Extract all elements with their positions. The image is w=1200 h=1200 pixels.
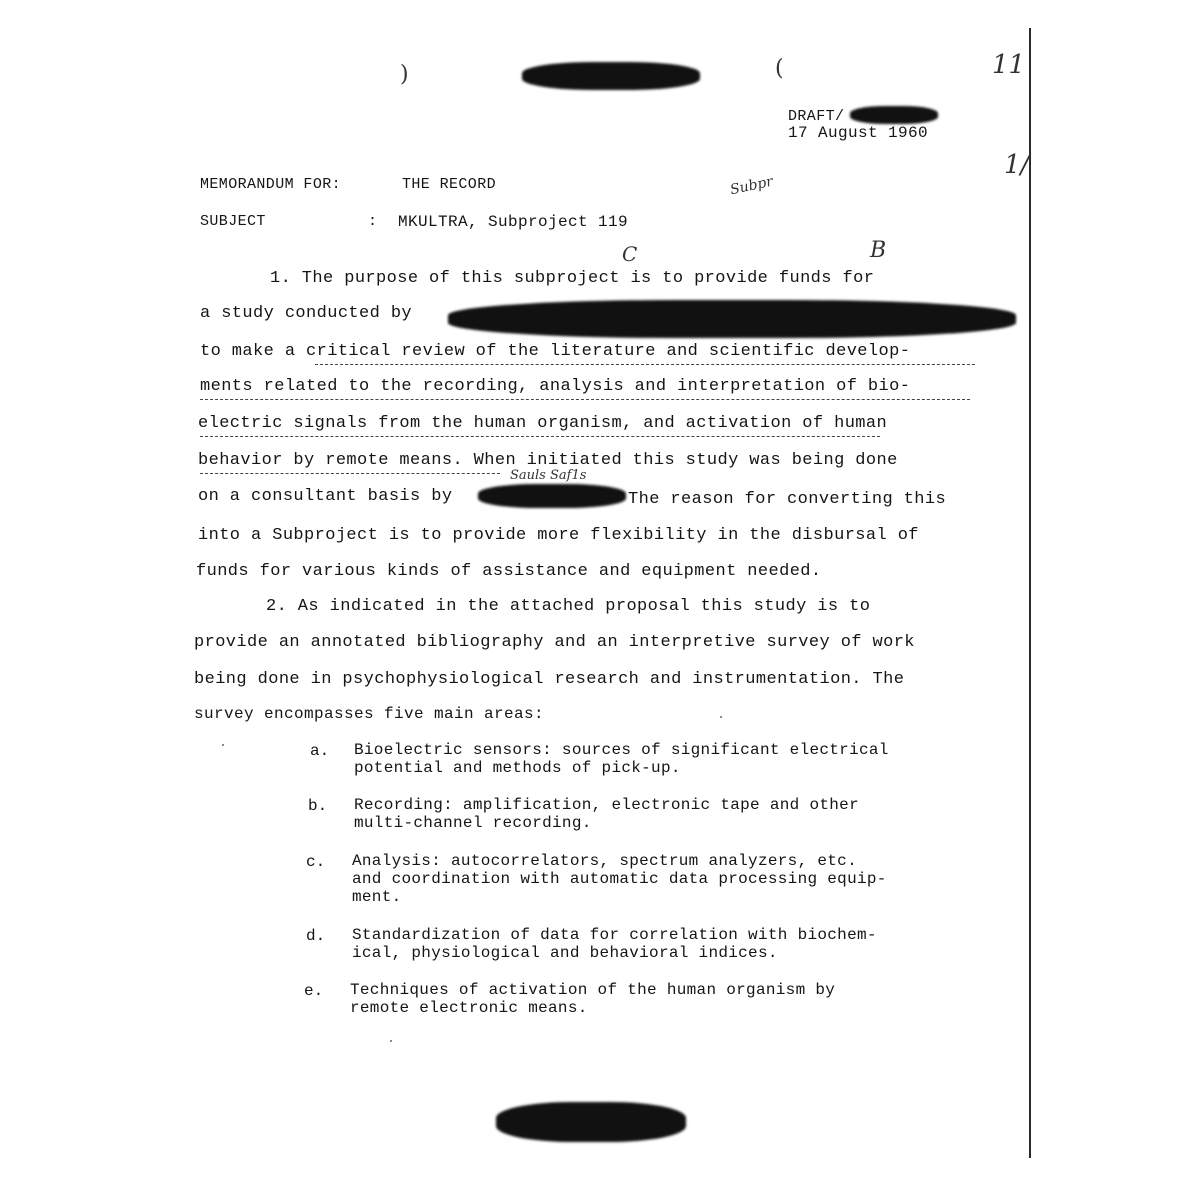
list-item-text: and coordination with automatic data processing equip- [352,870,887,888]
handwritten-b-mark: B [870,238,887,263]
list-item-text: multi-channel recording. [354,814,592,832]
memo-for-value: THE RECORD [402,176,497,193]
handwritten-page-number: 11 [992,50,1026,80]
list-item-letter: a. [310,742,330,760]
redaction-researcher-name [448,300,1016,338]
list-item-text: remote electronic means. [350,999,588,1017]
underline-signals [200,436,880,437]
subject-value: MKULTRA, Subproject 119 [398,213,629,231]
para2-line2: provide an annotated bibliography and an interpretive survey of work [194,633,915,652]
list-item-letter: c. [306,853,326,871]
memo-date: 17 August 1960 [788,124,929,142]
para2-line1: 2. As indicated in the attached proposal this study is to [266,597,871,616]
para1-line7: on a consultant basis by [198,487,453,506]
redaction-bottom [496,1102,686,1142]
list-item-text: ment. [352,888,402,906]
page-edge-line [1029,28,1031,1158]
stray-dot-2 [720,716,722,718]
para1-line5: electric signals from the human organism, and activation of human [198,414,888,433]
underline-critical-review [315,364,975,365]
stray-mark-right: ( [775,56,784,81]
draft-label: DRAFT/ [788,108,845,125]
para1-line4: ments related to the recording, analysis and interpretation of bio- [200,377,911,396]
subject-label: SUBJECT [200,213,266,230]
list-item-text: Bioelectric sensors: sources of significant electrical [354,741,889,759]
underline-behavior [200,473,500,474]
para1-line1: 1. The purpose of this subproject is to provide funds for [270,269,875,288]
para1-line2: a study conducted by [200,304,413,323]
handwritten-consultant-name: Sauls Saf1s [510,468,587,483]
redaction-draft [850,106,938,124]
stray-dot-3 [390,1040,392,1042]
list-item-text: Techniques of activation of the human organism by [350,981,836,999]
list-item-text: ical, physiological and behavioral indices. [352,944,778,962]
list-item-text: Standardization of data for correlation with biochem- [352,926,877,944]
stray-mark-left: ) [400,62,409,87]
para1-line9: funds for various kinds of assistance and equipment needed. [196,562,822,581]
list-item-text: Analysis: autocorrelators, spectrum analyzers, etc. [352,852,857,870]
redaction-consultant-name [478,484,626,508]
para1-line3: to make a critical review of the literature and scientific develop- [200,342,911,361]
list-item-text: potential and methods of pick-up. [354,759,681,777]
subject-separator: : [368,213,378,230]
list-item-letter: e. [304,982,324,1000]
handwritten-note-subject: Subpr [728,173,775,199]
memo-for-label: MEMORANDUM FOR: [200,176,342,193]
para1-line7b: The reason for converting this [628,490,947,509]
list-item-text: Recording: amplification, electronic tape and other [354,796,859,814]
redaction-top [522,62,700,90]
stray-dot-1 [222,744,224,746]
para2-line4: survey encompasses five main areas: [194,705,545,723]
para1-line8: into a Subproject is to provide more flexibility in the disbursal of [198,526,919,545]
handwritten-c-mark: C [622,242,638,266]
handwritten-margin-mark: 1/ [1004,150,1030,180]
list-item-letter: b. [308,797,328,815]
underline-recording [200,399,970,400]
para1-line6: behavior by remote means. When initiated this study was being done [198,451,898,470]
para2-line3: being done in psychophysiological research and instrumentation. The [194,670,905,689]
list-item-letter: d. [306,927,326,945]
